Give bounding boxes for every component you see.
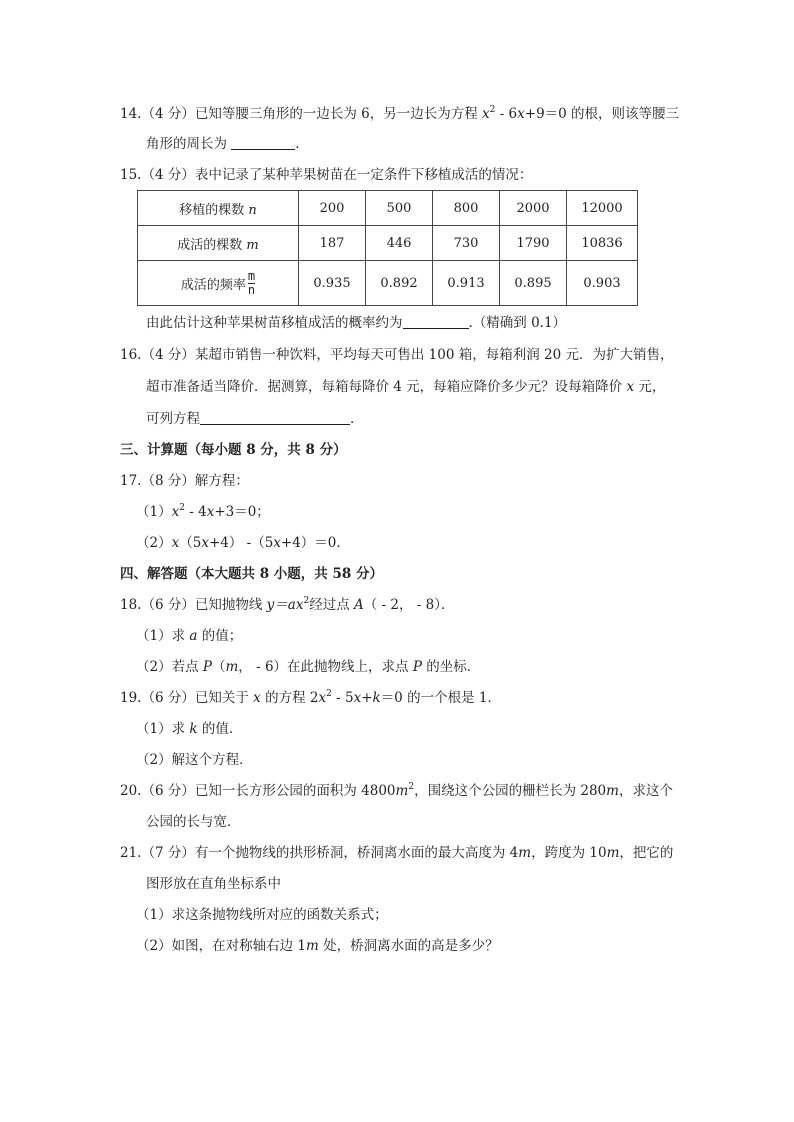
table-cell: 0.903 — [567, 261, 638, 306]
q16-score: （4 分） — [141, 347, 195, 363]
table-cell: 0.913 — [433, 261, 500, 306]
q18-number: 18. — [120, 597, 142, 613]
table-row — [138, 261, 638, 306]
table-cell: 12000 — [567, 191, 638, 226]
q19-number: 19. — [120, 690, 142, 706]
q21-part1: （1）求这条抛物线所对应的函数关系式； — [136, 907, 388, 923]
q21-number: 21. — [120, 845, 142, 861]
q16-line2: 超市准备适当降价．据测算，每箱每降价 4 元，每箱应降价多少元？设每箱降价 x 元， — [146, 379, 666, 395]
q15-line1: 15.（4 分）表中记录了某种苹果树苗在一定条件下移植成活的情况： — [120, 167, 533, 183]
q21-line1: 21.（7 分）有一个抛物线的拱形桥洞，桥洞离水面的最大高度为 4m，跨度为 10m，把它的 — [120, 845, 674, 861]
table-cell: 0.895 — [500, 261, 567, 306]
table-header-cell: 成活的频率 $\frac{m}{n}$ — [138, 261, 299, 306]
q20-line1: 20.（6 分）已知一长方形公园的面积为 $4800m^2$，围绕这个公园的栅栏长为 280m，求这个 — [120, 782, 673, 799]
table-header-cell: 移植的棵数 n — [138, 191, 299, 226]
table-cell: 800 — [433, 191, 500, 226]
q16-number: 16. — [120, 347, 142, 363]
q15-conclusion: 由此估计这种苹果树苗移植成活的概率约为 .（精确到 0.1） — [146, 315, 567, 331]
q20-number: 20. — [120, 783, 142, 799]
q21-score: （7 分） — [141, 845, 195, 861]
q15-table — [137, 190, 638, 306]
table-cell: 0.892 — [366, 261, 433, 306]
table-cell: 187 — [299, 226, 366, 261]
table-cell: 1790 — [500, 226, 567, 261]
table-cell: 2000 — [500, 191, 567, 226]
q18-line1: 18.（6 分）已知抛物线 $y=ax^2$经过点 A（ - 2， - 8）． — [120, 596, 455, 613]
q16-line1: 16.（4 分）某超市销售一种饮料，平均每天可售出 100 箱，每箱利润 20 元．为扩大销售， — [120, 347, 674, 363]
q21-line2: 图形放在直角坐标系中 — [146, 876, 281, 892]
section4-title: 四、解答题（本大题共 8 小题，共 58 分） — [120, 566, 383, 582]
q15-score: （4 分） — [141, 167, 195, 183]
q16-line3: 可列方程 . — [146, 411, 355, 427]
q15-answer-blank[interactable] — [403, 314, 469, 329]
q20-line2: 公园的长与宽． — [146, 814, 241, 830]
q14-score: （4 分） — [141, 106, 195, 122]
q19-line1: 19.（6 分）已知关于 x 的方程 $2x^2 - 5x+k=0$ 的一个根是 1． — [120, 689, 501, 706]
table-cell: 0.935 — [299, 261, 366, 306]
q18-score: （6 分） — [141, 597, 195, 613]
q21-part2: （2）如图，在对称轴右边 1m 处，桥洞离水面的高是多少？ — [136, 938, 499, 954]
q17-part1: $(1)x^2 - 4x+3=0$； — [136, 503, 270, 520]
q19-part1: （1）求 k 的值． — [136, 721, 243, 737]
table-cell: 446 — [366, 226, 433, 261]
q17-score: （8 分） — [141, 473, 195, 489]
table-row — [138, 226, 638, 261]
q20-score: （6 分） — [141, 783, 195, 799]
section3-title: 三、计算题（每小题 8 分，共 8 分） — [120, 442, 347, 458]
q14-line1: 14.（4 分）已知等腰三角形的一边长为 6，另一边长为方程 $x^2 - 6x+9=0$ 的根，则该等腰三 — [120, 105, 680, 122]
q19-score: （6 分） — [141, 690, 195, 706]
q15-number: 15. — [120, 167, 142, 183]
q14-answer-blank[interactable] — [231, 135, 295, 150]
table-cell: 200 — [299, 191, 366, 226]
q16-answer-blank[interactable] — [200, 410, 350, 425]
q18-part1: （1）求 a 的值； — [136, 628, 243, 644]
fraction-m-over-n: $\frac{m}{n}$ — [247, 268, 256, 297]
table-cell: 500 — [366, 191, 433, 226]
table-cell: 10836 — [567, 226, 638, 261]
q18-part2: （2）若点 P（m， - 6）在此抛物线上，求点 P 的坐标． — [136, 659, 481, 675]
table-header-cell: 成活的棵数 m — [138, 226, 299, 261]
q17-number: 17. — [120, 473, 142, 489]
table-cell: 730 — [433, 226, 500, 261]
q17-line1: 17.（8 分）解方程： — [120, 473, 249, 489]
q14-number: 14. — [120, 106, 142, 122]
q17-part2: （2）x（5x+4） -（5x+4）＝0． — [136, 535, 350, 551]
q19-part2: （2）解这个方程． — [136, 752, 253, 768]
table-row — [138, 191, 638, 226]
q14-line2: 角形的周长为 . — [146, 136, 300, 152]
